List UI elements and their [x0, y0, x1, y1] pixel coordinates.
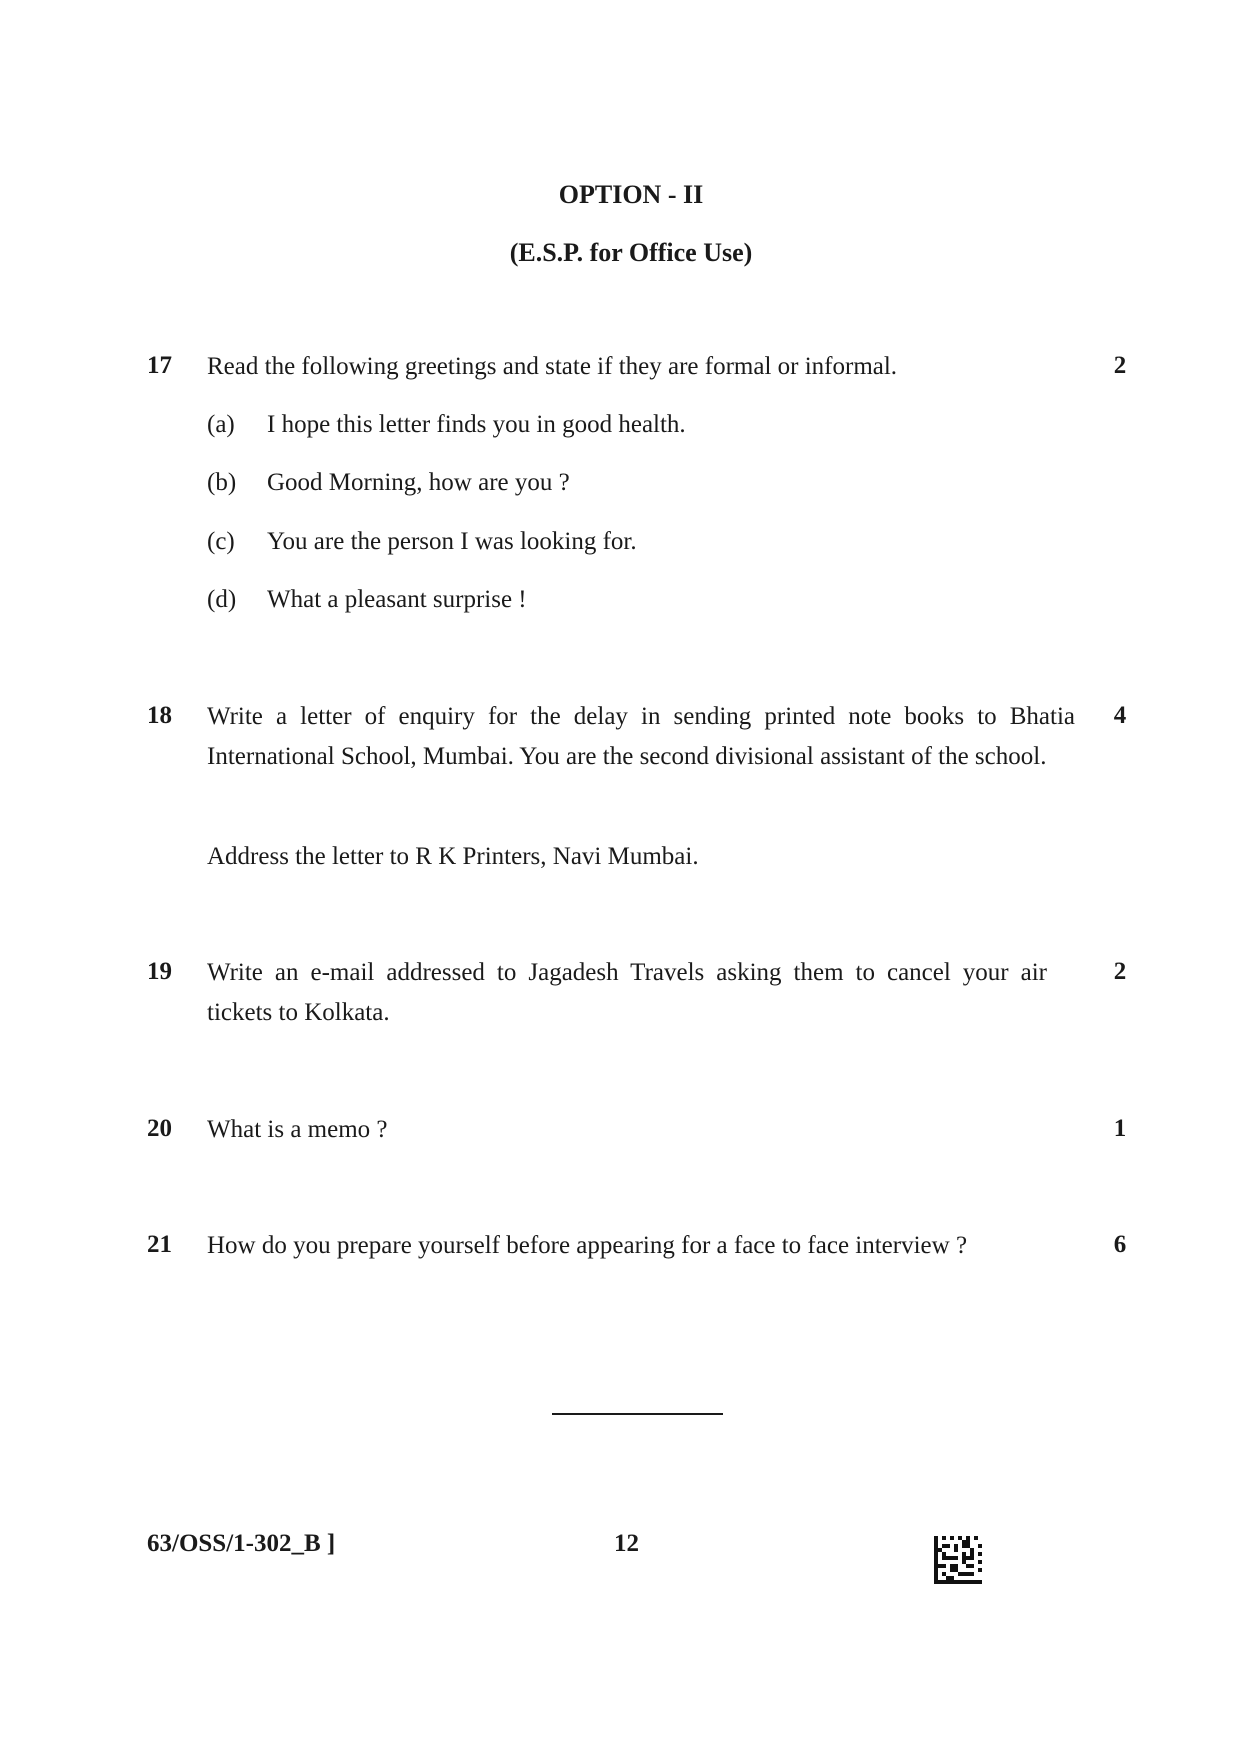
page-number: 12	[614, 1530, 639, 1557]
option-label: (d)	[207, 586, 237, 613]
question-17-text: Read the following greetings and state if they are formal or informal.	[207, 353, 898, 380]
qr-code-icon	[934, 1536, 982, 1584]
question-17-marks: 2	[1113, 352, 1127, 379]
paper-code: 63/OSS/1-302_B ]	[147, 1530, 336, 1557]
question-19-marks: 2	[1113, 958, 1127, 985]
question-20-text: What is a memo ?	[207, 1116, 388, 1143]
question-20-marks: 1	[1113, 1115, 1127, 1142]
question-20-number: 20	[147, 1115, 172, 1142]
question-19-text: Write an e-mail addressed to Jagadesh Travels asking them to cancel your air tickets to Kolkata.	[207, 959, 1047, 1026]
option-text: I hope this letter finds you in good health.	[267, 411, 686, 438]
option-text: Good Morning, how are you ?	[267, 469, 570, 496]
question-17-number: 17	[147, 352, 172, 379]
question-19-number: 19	[147, 958, 172, 985]
question-18-text: Write a letter of enquiry for the delay in sending printed note books to Bhatia International School, Mumbai. You are the second divisional assistant of the school.	[207, 703, 1075, 770]
question-17-option-c	[207, 528, 637, 556]
option-text: You are the person I was looking for.	[267, 528, 637, 555]
section-subtitle: (E.S.P. for Office Use)	[509, 238, 753, 267]
question-18-number: 18	[147, 702, 172, 729]
question-17-option-b	[207, 469, 570, 497]
end-rule	[552, 1413, 723, 1415]
option-label: (a)	[207, 411, 235, 438]
question-18-text2: Address the letter to R K Printers, Navi Mumbai.	[207, 843, 699, 870]
option-label: (c)	[207, 528, 235, 555]
question-21-marks: 6	[1113, 1231, 1127, 1258]
question-17-option-a	[207, 411, 686, 439]
question-17-option-d	[207, 586, 527, 614]
question-18-marks: 4	[1113, 702, 1127, 729]
option-label: (b)	[207, 469, 237, 496]
section-title: OPTION - II	[558, 180, 704, 209]
option-text: What a pleasant surprise !	[267, 586, 527, 613]
question-21-number: 21	[147, 1231, 172, 1258]
question-21-text: How do you prepare yourself before appearing for a face to face interview ?	[207, 1232, 968, 1259]
